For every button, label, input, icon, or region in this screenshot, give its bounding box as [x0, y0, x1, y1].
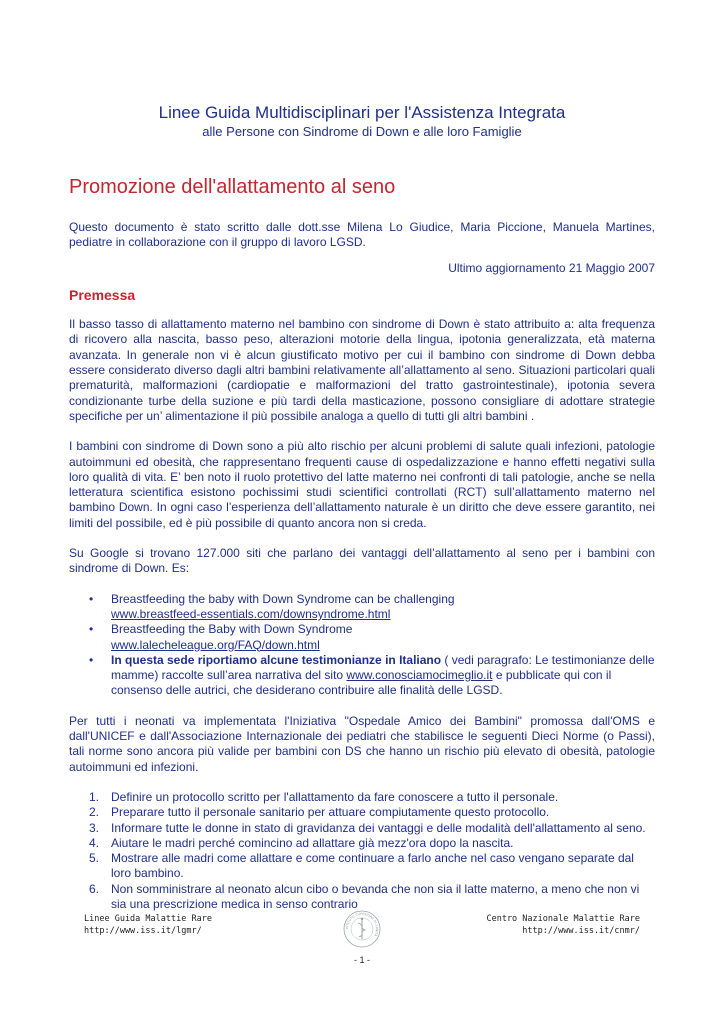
link-breastfeed-essentials[interactable]: www.breastfeed-essentials.com/downsyndrome.html	[111, 606, 391, 621]
list-item	[89, 820, 655, 836]
link-description: Breastfeeding the baby with Down Syndrome can be challenging	[111, 591, 455, 606]
link-description: Breastfeeding the Baby with Down Syndrome	[111, 622, 353, 637]
step-text: Non somministrare al neonato alcun cibo o bevanda che non sia il latte materno, a meno che non vi sia una prescrizione medica in senso contrario	[111, 881, 640, 911]
step-text: Definire un protocollo scritto per l'allattamento da fare conoscere a tutto il personale.	[111, 789, 559, 804]
footer-left-title: Linee Guida Malattie Rare	[84, 914, 212, 924]
list-item	[89, 789, 655, 805]
document-title: Promozione dell'allattamento al seno	[69, 176, 396, 198]
list-item	[89, 835, 655, 851]
seal-text: ISTITUTO SUPERIORE DI SANITÀ	[344, 911, 380, 938]
list-item	[111, 653, 655, 699]
list-item	[111, 622, 655, 653]
step-number: 4.	[89, 835, 100, 850]
list-item	[89, 805, 655, 820]
header-title: Linee Guida Multidisciplinari per l'Assistenza Integrata	[158, 103, 566, 122]
list-item	[89, 851, 655, 882]
paragraph-1: Il basso tasso di allattamento materno nel bambino con sindrome di Down è stato attribuito a: alta frequenza di ricovero alla nascita, basso peso, alterazioni motorie della lingua, ipotonia generalizzata, età materna avanzata. In generale non vi è alcun giustificato motivo per cui il bambino con sindrome di Down debba essere considerato diverso dagli altri bambini relativamente all’allattamento al seno. Situazioni particolari quali prematurità, malformazioni (cardiopatie e malformazioni del tratto gastrointestinale), ipotonia severa condizionante turbe della suzione e più tardi della masticazione, possono consigliare di adottare strategie specifiche per un’ alimentazione il più possibile analoga a quello di tutti gli altri bambini .	[69, 317, 655, 423]
document-body	[69, 220, 655, 912]
footer-left	[84, 913, 212, 937]
oms-paragraph: Per tutti i neonati va implementata l'Iniziativa "Ospedale Amico dei Bambini" promossa dall'OMS e dall'UNICEF e dall'Associazione Internazionale dei pediatri che stabilisce le seguenti Dieci Norme (o Passi), tali norme sono ancora più valide per bambini con DS che hanno un rischio più elevato di obesità, patologie autoimmuni ed infezioni.	[69, 713, 655, 774]
link-lalecheleague[interactable]: www.lalecheleague.org/FAQ/down.html	[111, 637, 320, 652]
list-item	[111, 592, 655, 623]
step-text: Mostrare alle madri come allattare e come continuare a farlo anche nel caso vengano separate dal loro bambino.	[111, 851, 634, 881]
step-number: 3.	[89, 820, 100, 835]
testimonials-text-end: e pubblicate qui con il consenso delle autrici, che desiderano contribuire alle finalità delle LGSD.	[111, 668, 612, 698]
section-title-premessa: Premessa	[69, 286, 136, 303]
ten-steps-list	[69, 790, 655, 912]
step-number: 2.	[89, 805, 100, 820]
page-number: - 1 -	[353, 955, 370, 965]
step-text: Aiutare le madri perché comincino ad allattare già mezz'ora dopo la nascita.	[111, 835, 514, 850]
list-item	[89, 881, 655, 913]
paragraph-3: Su Google si trovano 127.000 siti che parlano dei vantaggi dell’allattamento al seno per i bambini con sindrome di Down. Es:	[69, 546, 655, 576]
header-subtitle: alle Persone con Sindrome di Down e alle loro Famiglie	[202, 124, 522, 139]
step-number: 5.	[89, 851, 100, 866]
paragraph-2: I bambini con sindrome di Down sono a più alto rischio per alcuni problemi di salute quali infezioni, patologie autoimmuni ed obesità, che rappresentano frequenti cause di ospedalizzazione e hanno effetti negativi sulla loro qualità di vita. E’ ben noto il ruolo protettivo del latte materno nei confronti di tali patologie, anche se nella letteratura scientifica esistono pochissimi studi scientifici controllati (RCT) sull’allattamento materno nel bambino Down. In ogni caso l’esperienza dell’allattamento naturale è un diritto che deve essere garantito, nei limiti del possibile, ed è più possibile di quanto ancora non si creda.	[69, 439, 655, 530]
header	[0, 103, 724, 140]
last-updated: Ultimo aggiornamento 21 Maggio 2007	[448, 260, 655, 275]
testimonials-bold: In questa sede riportiamo alcune testimonianze in Italiano	[111, 652, 442, 667]
step-number: 1.	[89, 789, 100, 804]
footer-right	[486, 913, 640, 937]
footer-right-title: Centro Nazionale Malattie Rare	[486, 914, 640, 924]
step-text: Preparare tutto il personale sanitario per attuare compiutamente questo protocollo.	[111, 805, 550, 820]
iss-seal-icon	[343, 910, 381, 948]
footer-left-url: http://www.iss.it/lgmr/	[84, 926, 202, 936]
footer-right-url: http://www.iss.it/cnmr/	[522, 926, 640, 936]
resource-list	[69, 592, 655, 699]
authors-paragraph: Questo documento è stato scritto dalle dott.sse Milena Lo Giudice, Maria Piccione, Manuela Martines, pediatre in collaborazione con il gruppo di lavoro LGSD.	[69, 220, 655, 250]
link-conosciamocimeglio[interactable]: www.conosciamocimeglio.it	[346, 668, 493, 683]
testimonials-text: ( vedi paragrafo: Le testimonianze delle mamme) raccolte sull’area narrativa del sito	[111, 652, 655, 683]
step-text: Informare tutte le donne in stato di gravidanza dei vantaggi e delle modalità dell'allattamento al seno.	[111, 820, 646, 835]
step-number: 6.	[89, 881, 100, 896]
